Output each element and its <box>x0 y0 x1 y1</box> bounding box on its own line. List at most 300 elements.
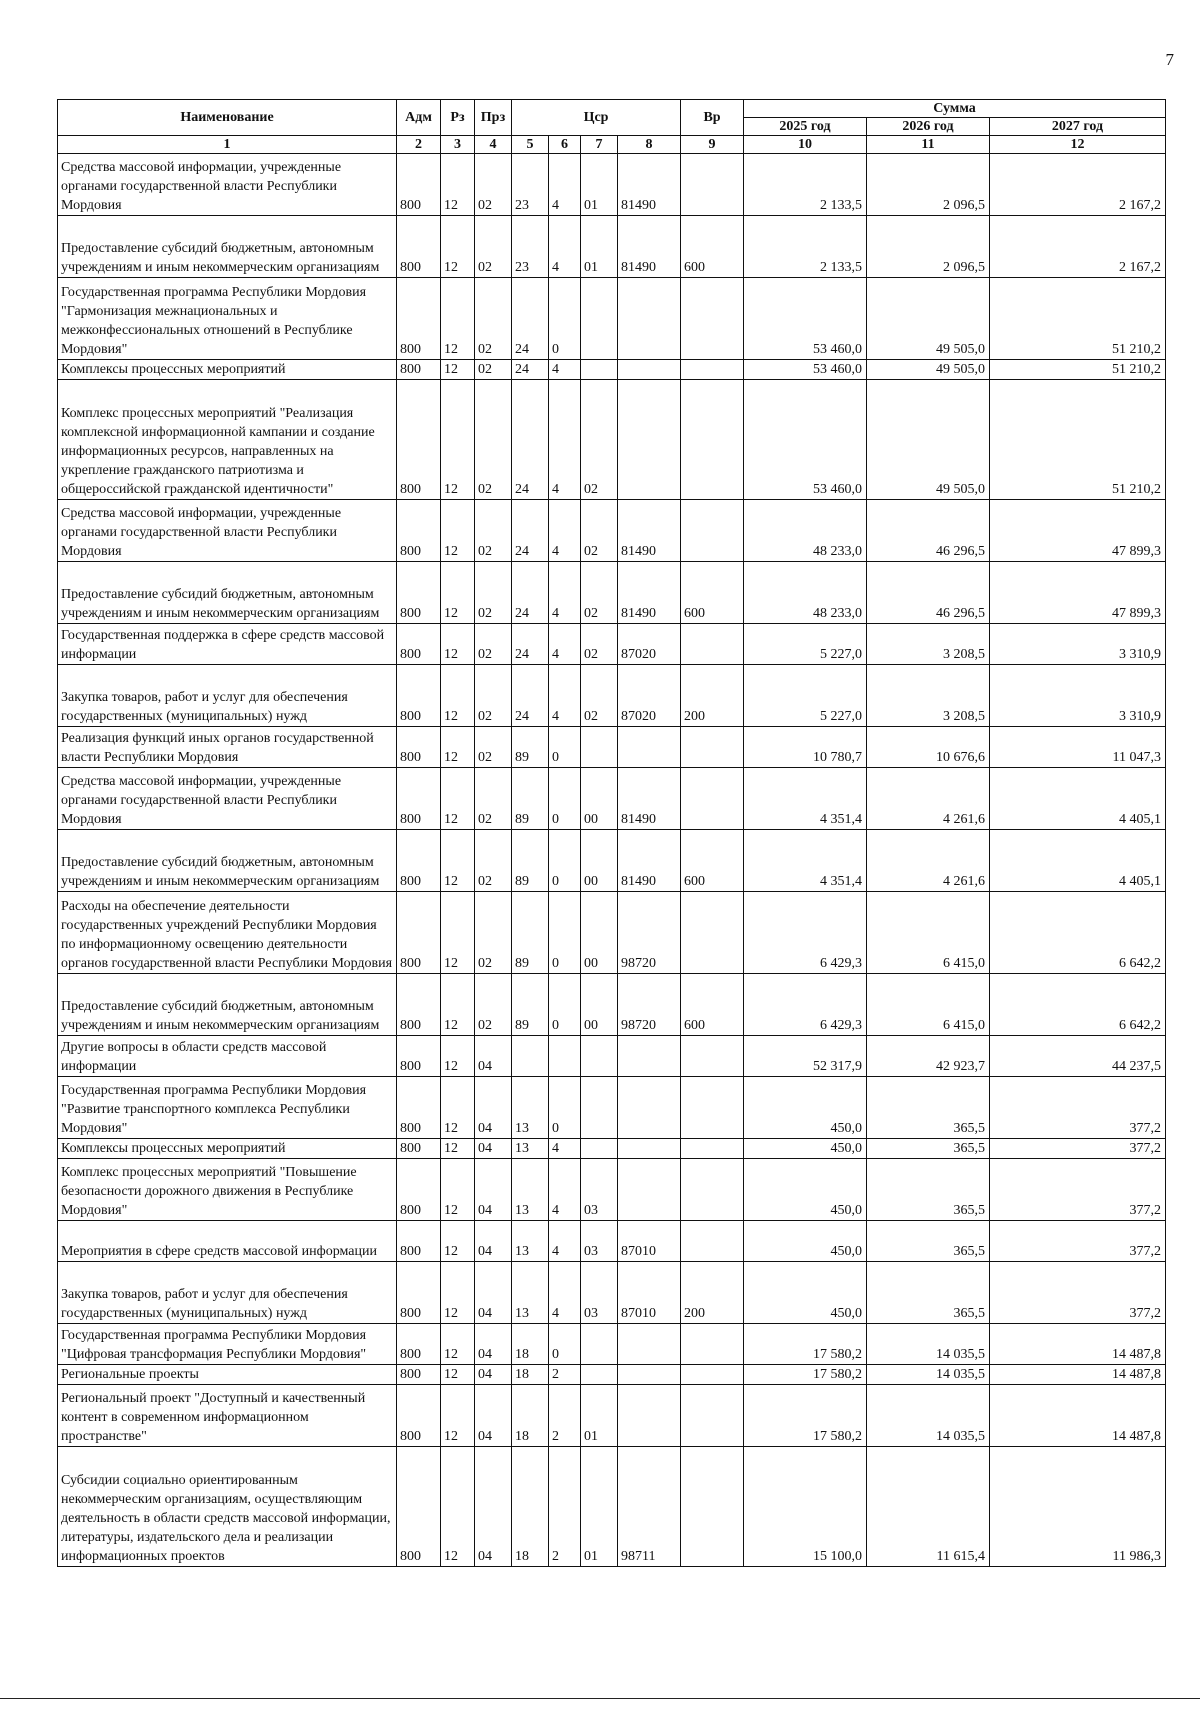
csr-program-cell: 24 <box>512 278 549 360</box>
sum-2027-cell: 51 210,2 <box>990 360 1166 380</box>
column-number: 1 <box>58 136 397 154</box>
vr-cell <box>681 1365 744 1385</box>
csr-structure-cell: 02 <box>581 665 618 727</box>
sum-2025-cell: 17 580,2 <box>744 1365 867 1385</box>
header-name: Наименование <box>58 100 397 136</box>
adm-cell: 800 <box>397 974 441 1036</box>
adm-cell: 800 <box>397 216 441 278</box>
csr-structure-cell <box>581 360 618 380</box>
csr-direction-cell <box>618 1365 681 1385</box>
sum-2025-cell: 52 317,9 <box>744 1036 867 1077</box>
csr-structure-cell: 00 <box>581 768 618 830</box>
vr-cell: 600 <box>681 562 744 624</box>
rz-cell: 12 <box>441 380 475 500</box>
header-row-1 <box>58 100 1166 118</box>
table-row <box>58 892 1166 974</box>
header-adm: Адм <box>397 100 441 136</box>
table-row <box>58 1139 1166 1159</box>
sum-2025-cell: 53 460,0 <box>744 360 867 380</box>
adm-cell: 800 <box>397 360 441 380</box>
sum-2025-cell: 53 460,0 <box>744 380 867 500</box>
sum-2025-cell: 15 100,0 <box>744 1447 867 1567</box>
header-prz: Прз <box>475 100 512 136</box>
header-year-2027: 2027 год <box>990 118 1166 136</box>
sum-2026-cell: 4 261,6 <box>867 768 990 830</box>
csr-direction-cell: 81490 <box>618 154 681 216</box>
sum-2025-cell: 5 227,0 <box>744 665 867 727</box>
rz-cell: 12 <box>441 665 475 727</box>
csr-direction-cell <box>618 1385 681 1447</box>
sum-2026-cell: 49 505,0 <box>867 278 990 360</box>
csr-type-cell: 4 <box>549 665 581 727</box>
rz-cell: 12 <box>441 1365 475 1385</box>
csr-structure-cell: 02 <box>581 562 618 624</box>
csr-type-cell: 4 <box>549 1159 581 1221</box>
prz-cell: 04 <box>475 1159 512 1221</box>
vr-cell <box>681 1221 744 1262</box>
csr-program-cell: 24 <box>512 360 549 380</box>
vr-cell <box>681 624 744 665</box>
sum-2025-cell: 2 133,5 <box>744 154 867 216</box>
column-number: 3 <box>441 136 475 154</box>
csr-structure-cell: 02 <box>581 500 618 562</box>
adm-cell: 800 <box>397 380 441 500</box>
rz-cell: 12 <box>441 1447 475 1567</box>
vr-cell <box>681 1447 744 1567</box>
prz-cell: 02 <box>475 278 512 360</box>
csr-type-cell: 0 <box>549 974 581 1036</box>
csr-program-cell: 18 <box>512 1447 549 1567</box>
csr-type-cell: 0 <box>549 727 581 768</box>
sum-2025-cell: 450,0 <box>744 1139 867 1159</box>
vr-cell <box>681 768 744 830</box>
column-number: 10 <box>744 136 867 154</box>
table-row <box>58 1221 1166 1262</box>
csr-direction-cell <box>618 380 681 500</box>
csr-structure-cell: 01 <box>581 216 618 278</box>
csr-program-cell: 13 <box>512 1077 549 1139</box>
csr-structure-cell: 00 <box>581 974 618 1036</box>
prz-cell: 02 <box>475 562 512 624</box>
sum-2026-cell: 11 615,4 <box>867 1447 990 1567</box>
csr-program-cell: 18 <box>512 1365 549 1385</box>
table-row <box>58 624 1166 665</box>
csr-program-cell: 18 <box>512 1385 549 1447</box>
csr-structure-cell: 02 <box>581 624 618 665</box>
csr-structure-cell: 02 <box>581 380 618 500</box>
sum-2027-cell: 377,2 <box>990 1262 1166 1324</box>
sum-2026-cell: 2 096,5 <box>867 154 990 216</box>
vr-cell <box>681 1324 744 1365</box>
sum-2027-cell: 6 642,2 <box>990 892 1166 974</box>
header-sum: Сумма <box>744 100 1166 118</box>
csr-direction-cell <box>618 1324 681 1365</box>
rz-cell: 12 <box>441 562 475 624</box>
adm-cell: 800 <box>397 892 441 974</box>
prz-cell: 02 <box>475 500 512 562</box>
sum-2026-cell: 14 035,5 <box>867 1365 990 1385</box>
adm-cell: 800 <box>397 665 441 727</box>
row-name-cell: Государственная программа Республики Мордовия "Цифровая трансформация Республики Мордовия" <box>58 1324 397 1365</box>
csr-type-cell: 4 <box>549 216 581 278</box>
csr-type-cell: 4 <box>549 1262 581 1324</box>
sum-2026-cell: 3 208,5 <box>867 624 990 665</box>
sum-2026-cell: 14 035,5 <box>867 1385 990 1447</box>
sum-2025-cell: 450,0 <box>744 1221 867 1262</box>
prz-cell: 02 <box>475 830 512 892</box>
vr-cell <box>681 1159 744 1221</box>
csr-type-cell: 0 <box>549 892 581 974</box>
csr-type-cell: 2 <box>549 1447 581 1567</box>
csr-direction-cell: 87010 <box>618 1221 681 1262</box>
csr-structure-cell: 01 <box>581 1385 618 1447</box>
sum-2025-cell: 6 429,3 <box>744 974 867 1036</box>
sum-2026-cell: 365,5 <box>867 1139 990 1159</box>
table-row <box>58 1447 1166 1567</box>
table-row <box>58 1262 1166 1324</box>
sum-2025-cell: 17 580,2 <box>744 1385 867 1447</box>
csr-type-cell: 0 <box>549 768 581 830</box>
csr-structure-cell <box>581 1077 618 1139</box>
prz-cell: 02 <box>475 360 512 380</box>
rz-cell: 12 <box>441 892 475 974</box>
csr-type-cell: 0 <box>549 278 581 360</box>
sum-2027-cell: 11 986,3 <box>990 1447 1166 1567</box>
prz-cell: 02 <box>475 216 512 278</box>
csr-type-cell <box>549 1036 581 1077</box>
csr-program-cell <box>512 1036 549 1077</box>
adm-cell: 800 <box>397 500 441 562</box>
row-name-cell: Государственная программа Республики Мордовия "Гармонизация межнациональных и межконфессиональных отношений в Республике Мордовия" <box>58 278 397 360</box>
column-number: 12 <box>990 136 1166 154</box>
csr-program-cell: 24 <box>512 665 549 727</box>
csr-structure-cell: 00 <box>581 830 618 892</box>
csr-program-cell: 13 <box>512 1221 549 1262</box>
sum-2025-cell: 53 460,0 <box>744 278 867 360</box>
row-name-cell: Государственная поддержка в сфере средств массовой информации <box>58 624 397 665</box>
csr-program-cell: 89 <box>512 727 549 768</box>
sum-2027-cell: 11 047,3 <box>990 727 1166 768</box>
csr-program-cell: 13 <box>512 1139 549 1159</box>
adm-cell: 800 <box>397 727 441 768</box>
sum-2027-cell: 2 167,2 <box>990 216 1166 278</box>
csr-type-cell: 4 <box>549 1139 581 1159</box>
sum-2025-cell: 2 133,5 <box>744 216 867 278</box>
header-vr: Вр <box>681 100 744 136</box>
rz-cell: 12 <box>441 154 475 216</box>
adm-cell: 800 <box>397 1385 441 1447</box>
csr-direction-cell: 81490 <box>618 500 681 562</box>
adm-cell: 800 <box>397 1221 441 1262</box>
csr-direction-cell: 87020 <box>618 665 681 727</box>
sum-2026-cell: 6 415,0 <box>867 892 990 974</box>
row-name-cell: Предоставление субсидий бюджетным, автономным учреждениям и иным некоммерческим организациям <box>58 216 397 278</box>
sum-2027-cell: 2 167,2 <box>990 154 1166 216</box>
sum-2026-cell: 365,5 <box>867 1221 990 1262</box>
prz-cell: 04 <box>475 1262 512 1324</box>
csr-type-cell: 4 <box>549 154 581 216</box>
csr-program-cell: 24 <box>512 500 549 562</box>
prz-cell: 04 <box>475 1447 512 1567</box>
row-name-cell: Предоставление субсидий бюджетным, автономным учреждениям и иным некоммерческим организациям <box>58 974 397 1036</box>
table-row <box>58 1385 1166 1447</box>
table-row <box>58 1365 1166 1385</box>
prz-cell: 02 <box>475 624 512 665</box>
table-row <box>58 1324 1166 1365</box>
table-row <box>58 1036 1166 1077</box>
csr-type-cell: 4 <box>549 360 581 380</box>
rz-cell: 12 <box>441 624 475 665</box>
row-name-cell: Мероприятия в сфере средств массовой информации <box>58 1221 397 1262</box>
sum-2027-cell: 6 642,2 <box>990 974 1166 1036</box>
vr-cell <box>681 727 744 768</box>
sum-2025-cell: 5 227,0 <box>744 624 867 665</box>
rz-cell: 12 <box>441 1385 475 1447</box>
rz-cell: 12 <box>441 1077 475 1139</box>
rz-cell: 12 <box>441 727 475 768</box>
csr-program-cell: 13 <box>512 1262 549 1324</box>
page-number: 7 <box>1165 50 1174 69</box>
csr-program-cell: 89 <box>512 768 549 830</box>
vr-cell <box>681 1077 744 1139</box>
row-name-cell: Государственная программа Республики Мордовия "Развитие транспортного комплекса Республики Мордовия" <box>58 1077 397 1139</box>
sum-2027-cell: 14 487,8 <box>990 1385 1166 1447</box>
row-name-cell: Региональный проект "Доступный и качественный контент в современном информационном пространстве" <box>58 1385 397 1447</box>
csr-type-cell: 0 <box>549 830 581 892</box>
csr-type-cell: 2 <box>549 1365 581 1385</box>
row-name-cell: Закупка товаров, работ и услуг для обеспечения государственных (муниципальных) нужд <box>58 665 397 727</box>
sum-2026-cell: 2 096,5 <box>867 216 990 278</box>
sum-2026-cell: 46 296,5 <box>867 562 990 624</box>
table-row <box>58 562 1166 624</box>
rz-cell: 12 <box>441 1262 475 1324</box>
header-year-2026: 2026 год <box>867 118 990 136</box>
sum-2026-cell: 365,5 <box>867 1262 990 1324</box>
sum-2025-cell: 4 351,4 <box>744 768 867 830</box>
csr-program-cell: 24 <box>512 624 549 665</box>
prz-cell: 04 <box>475 1221 512 1262</box>
header-csr: Цср <box>512 100 681 136</box>
csr-direction-cell <box>618 278 681 360</box>
vr-cell <box>681 1036 744 1077</box>
prz-cell: 02 <box>475 768 512 830</box>
column-number: 7 <box>581 136 618 154</box>
csr-program-cell: 89 <box>512 892 549 974</box>
csr-direction-cell <box>618 1077 681 1139</box>
sum-2025-cell: 48 233,0 <box>744 500 867 562</box>
sum-2027-cell: 14 487,8 <box>990 1324 1166 1365</box>
vr-cell: 600 <box>681 216 744 278</box>
csr-program-cell: 13 <box>512 1159 549 1221</box>
csr-type-cell: 2 <box>549 1385 581 1447</box>
row-name-cell: Региональные проекты <box>58 1365 397 1385</box>
vr-cell <box>681 154 744 216</box>
sum-2026-cell: 42 923,7 <box>867 1036 990 1077</box>
rz-cell: 12 <box>441 360 475 380</box>
csr-direction-cell: 87010 <box>618 1262 681 1324</box>
adm-cell: 800 <box>397 1324 441 1365</box>
row-name-cell: Предоставление субсидий бюджетным, автономным учреждениям и иным некоммерческим организациям <box>58 830 397 892</box>
csr-type-cell: 4 <box>549 562 581 624</box>
column-number: 6 <box>549 136 581 154</box>
table-row <box>58 380 1166 500</box>
rz-cell: 12 <box>441 1036 475 1077</box>
sum-2026-cell: 49 505,0 <box>867 380 990 500</box>
row-name-cell: Средства массовой информации, учрежденные органами государственной власти Республики Мордовия <box>58 154 397 216</box>
table-row <box>58 727 1166 768</box>
prz-cell: 02 <box>475 974 512 1036</box>
row-name-cell: Комплекс процессных мероприятий "Повышение безопасности дорожного движения в Республике Мордовия" <box>58 1159 397 1221</box>
sum-2025-cell: 17 580,2 <box>744 1324 867 1365</box>
csr-structure-cell <box>581 727 618 768</box>
csr-type-cell: 4 <box>549 380 581 500</box>
sum-2027-cell: 44 237,5 <box>990 1036 1166 1077</box>
adm-cell: 800 <box>397 830 441 892</box>
csr-type-cell: 4 <box>549 500 581 562</box>
row-name-cell: Предоставление субсидий бюджетным, автономным учреждениям и иным некоммерческим организациям <box>58 562 397 624</box>
adm-cell: 800 <box>397 1159 441 1221</box>
row-name-cell: Комплекс процессных мероприятий "Реализация комплексной информационной кампании и создание информационных ресурсов, направленных на укрепление гражданского патриотизма и общероссийской гражданской идентичности" <box>58 380 397 500</box>
sum-2027-cell: 3 310,9 <box>990 665 1166 727</box>
column-number-row <box>58 136 1166 154</box>
sum-2025-cell: 450,0 <box>744 1159 867 1221</box>
csr-direction-cell: 81490 <box>618 216 681 278</box>
sum-2027-cell: 377,2 <box>990 1221 1166 1262</box>
prz-cell: 04 <box>475 1324 512 1365</box>
adm-cell: 800 <box>397 1077 441 1139</box>
prz-cell: 04 <box>475 1036 512 1077</box>
prz-cell: 02 <box>475 154 512 216</box>
sum-2026-cell: 14 035,5 <box>867 1324 990 1365</box>
sum-2026-cell: 365,5 <box>867 1077 990 1139</box>
adm-cell: 800 <box>397 278 441 360</box>
header-rz: Рз <box>441 100 475 136</box>
sum-2025-cell: 48 233,0 <box>744 562 867 624</box>
adm-cell: 800 <box>397 1036 441 1077</box>
csr-structure-cell <box>581 1324 618 1365</box>
sum-2027-cell: 4 405,1 <box>990 768 1166 830</box>
csr-direction-cell <box>618 1036 681 1077</box>
prz-cell: 02 <box>475 380 512 500</box>
vr-cell: 200 <box>681 665 744 727</box>
csr-direction-cell: 98720 <box>618 892 681 974</box>
row-name-cell: Расходы на обеспечение деятельности государственных учреждений Республики Мордовия по информационному освещению деятельности органов государственной власти Республики Мордовия <box>58 892 397 974</box>
adm-cell: 800 <box>397 562 441 624</box>
rz-cell: 12 <box>441 1324 475 1365</box>
csr-direction-cell: 98711 <box>618 1447 681 1567</box>
table-row <box>58 768 1166 830</box>
csr-direction-cell: 81490 <box>618 562 681 624</box>
sum-2025-cell: 450,0 <box>744 1262 867 1324</box>
header-year-2025: 2025 год <box>744 118 867 136</box>
adm-cell: 800 <box>397 768 441 830</box>
column-number: 9 <box>681 136 744 154</box>
table-row <box>58 974 1166 1036</box>
prz-cell: 02 <box>475 727 512 768</box>
sum-2025-cell: 10 780,7 <box>744 727 867 768</box>
sum-2027-cell: 51 210,2 <box>990 278 1166 360</box>
row-name-cell: Субсидии социально ориентированным некоммерческим организациям, осуществляющим деятельность в области средств массовой информации, литературы, издательского дела и реализации информационных проектов <box>58 1447 397 1567</box>
column-number: 5 <box>512 136 549 154</box>
table-row <box>58 216 1166 278</box>
csr-structure-cell <box>581 1365 618 1385</box>
adm-cell: 800 <box>397 1365 441 1385</box>
prz-cell: 04 <box>475 1139 512 1159</box>
csr-direction-cell: 81490 <box>618 768 681 830</box>
csr-type-cell: 0 <box>549 1324 581 1365</box>
csr-program-cell: 24 <box>512 380 549 500</box>
vr-cell <box>681 1385 744 1447</box>
table-row <box>58 500 1166 562</box>
rz-cell: 12 <box>441 974 475 1036</box>
csr-structure-cell: 03 <box>581 1221 618 1262</box>
adm-cell: 800 <box>397 624 441 665</box>
rz-cell: 12 <box>441 278 475 360</box>
adm-cell: 800 <box>397 1447 441 1567</box>
budget-table <box>57 99 1166 1567</box>
csr-structure-cell <box>581 1139 618 1159</box>
csr-structure-cell: 01 <box>581 154 618 216</box>
sum-2027-cell: 47 899,3 <box>990 500 1166 562</box>
sum-2027-cell: 377,2 <box>990 1077 1166 1139</box>
rz-cell: 12 <box>441 1159 475 1221</box>
vr-cell <box>681 278 744 360</box>
csr-structure-cell: 00 <box>581 892 618 974</box>
row-name-cell: Комплексы процессных мероприятий <box>58 1139 397 1159</box>
page-bottom-rule <box>0 1698 1200 1699</box>
csr-direction-cell: 87020 <box>618 624 681 665</box>
row-name-cell: Другие вопросы в области средств массовой информации <box>58 1036 397 1077</box>
sum-2026-cell: 46 296,5 <box>867 500 990 562</box>
table-row <box>58 1077 1166 1139</box>
prz-cell: 04 <box>475 1077 512 1139</box>
rz-cell: 12 <box>441 768 475 830</box>
adm-cell: 800 <box>397 1139 441 1159</box>
csr-type-cell: 4 <box>549 624 581 665</box>
sum-2027-cell: 3 310,9 <box>990 624 1166 665</box>
rz-cell: 12 <box>441 216 475 278</box>
sum-2027-cell: 377,2 <box>990 1159 1166 1221</box>
column-number: 8 <box>618 136 681 154</box>
rz-cell: 12 <box>441 830 475 892</box>
table-row <box>58 665 1166 727</box>
csr-structure-cell <box>581 1036 618 1077</box>
table-row <box>58 1159 1166 1221</box>
rz-cell: 12 <box>441 1139 475 1159</box>
csr-direction-cell: 98720 <box>618 974 681 1036</box>
row-name-cell: Средства массовой информации, учрежденные органами государственной власти Республики Мордовия <box>58 768 397 830</box>
table-row <box>58 360 1166 380</box>
sum-2026-cell: 49 505,0 <box>867 360 990 380</box>
vr-cell: 200 <box>681 1262 744 1324</box>
csr-type-cell: 0 <box>549 1077 581 1139</box>
sum-2027-cell: 14 487,8 <box>990 1365 1166 1385</box>
vr-cell <box>681 500 744 562</box>
table-row <box>58 830 1166 892</box>
row-name-cell: Реализация функций иных органов государственной власти Республики Мордовия <box>58 727 397 768</box>
vr-cell: 600 <box>681 974 744 1036</box>
csr-direction-cell <box>618 1159 681 1221</box>
csr-program-cell: 89 <box>512 830 549 892</box>
csr-program-cell: 23 <box>512 216 549 278</box>
csr-program-cell: 23 <box>512 154 549 216</box>
rz-cell: 12 <box>441 500 475 562</box>
row-name-cell: Средства массовой информации, учрежденные органами государственной власти Республики Мордовия <box>58 500 397 562</box>
sum-2027-cell: 4 405,1 <box>990 830 1166 892</box>
sum-2025-cell: 6 429,3 <box>744 892 867 974</box>
sum-2027-cell: 47 899,3 <box>990 562 1166 624</box>
csr-program-cell: 89 <box>512 974 549 1036</box>
